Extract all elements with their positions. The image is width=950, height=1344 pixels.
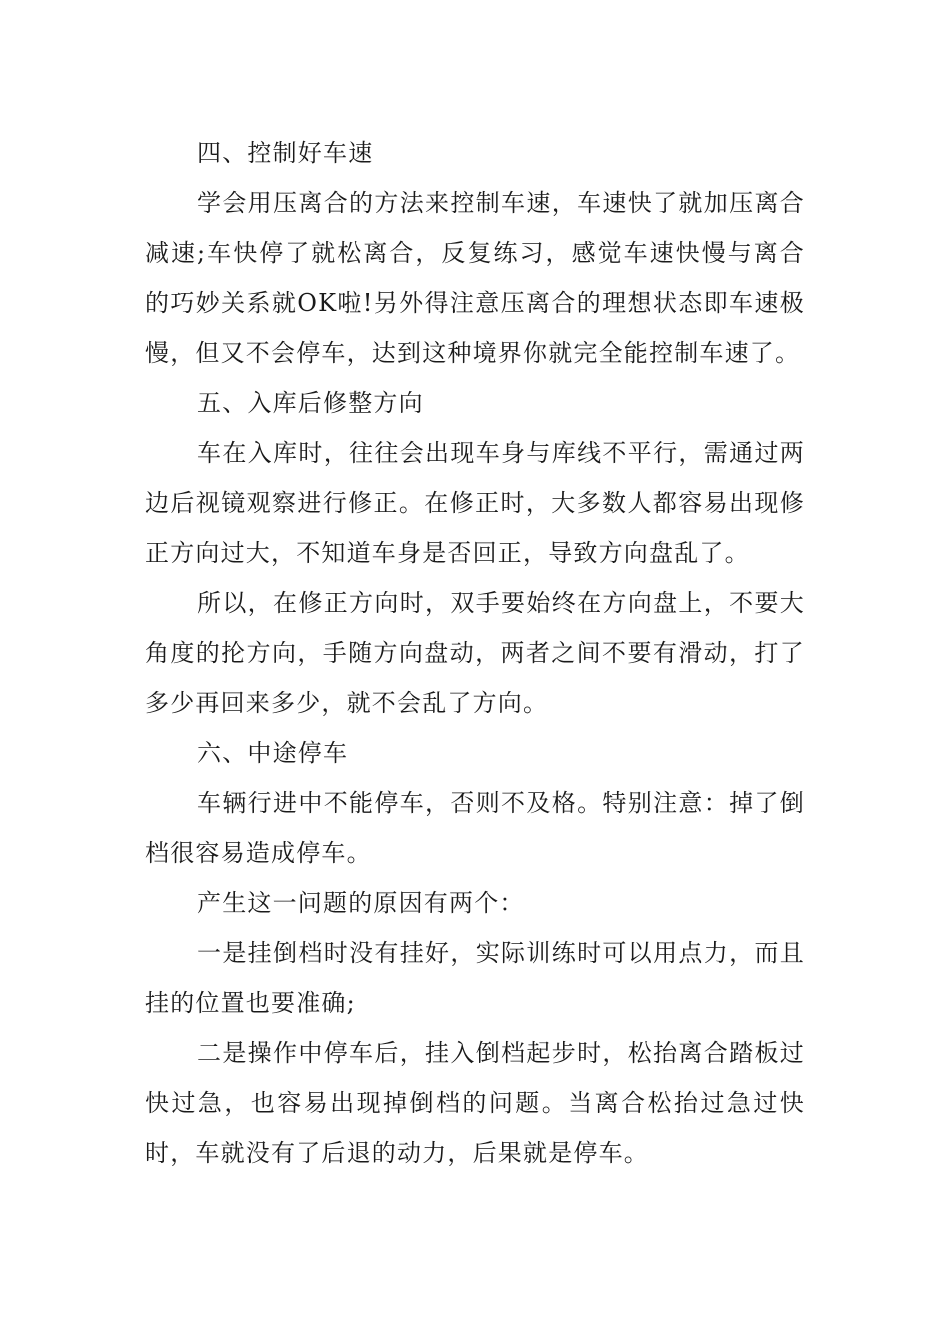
- document-body: [145, 128, 805, 1178]
- section-heading-direction-adjust: 五、入库后修整方向: [197, 389, 424, 417]
- paragraph-midway-stop-3: 一是挂倒档时没有挂好，实际训练时可以用点力，而且挂的位置也要准确;: [145, 939, 805, 1017]
- paragraph-midway-stop-1: 车辆行进中不能停车，否则不及格。特别注意：掉了倒档很容易造成停车。: [145, 789, 805, 867]
- paragraph-direction-adjust-1: 车在入库时，往往会出现车身与库线不平行，需通过两边后视镜观察进行修正。在修正时，大多数人都容易出现修正方向过大，不知道车身是否回正，导致方向盘乱了。: [145, 439, 805, 567]
- section-heading-midway-stop: 六、中途停车: [197, 739, 349, 767]
- paragraph-speed-control: 学会用压离合的方法来控制车速，车速快了就加压离合减速;车快停了就松离合，反复练习，感觉车速快慢与离合的巧妙关系就OK啦!另外得注意压离合的理想状态即车速极慢，但又不会停车，达到这种境界你就完全能控制车速了。: [145, 189, 805, 367]
- paragraph-direction-adjust-2: 所以，在修正方向时，双手要始终在方向盘上，不要大角度的抡方向，手随方向盘动，两者之间不要有滑动，打了多少再回来多少，就不会乱了方向。: [145, 589, 805, 717]
- section-heading-speed-control: 四、控制好车速: [197, 139, 374, 167]
- paragraph-midway-stop-2: 产生这一问题的原因有两个：: [197, 889, 525, 917]
- paragraph-midway-stop-4: 二是操作中停车后，挂入倒档起步时，松抬离合踏板过快过急，也容易出现掉倒档的问题。当离合松抬过急过快时，车就没有了后退的动力，后果就是停车。: [145, 1039, 805, 1167]
